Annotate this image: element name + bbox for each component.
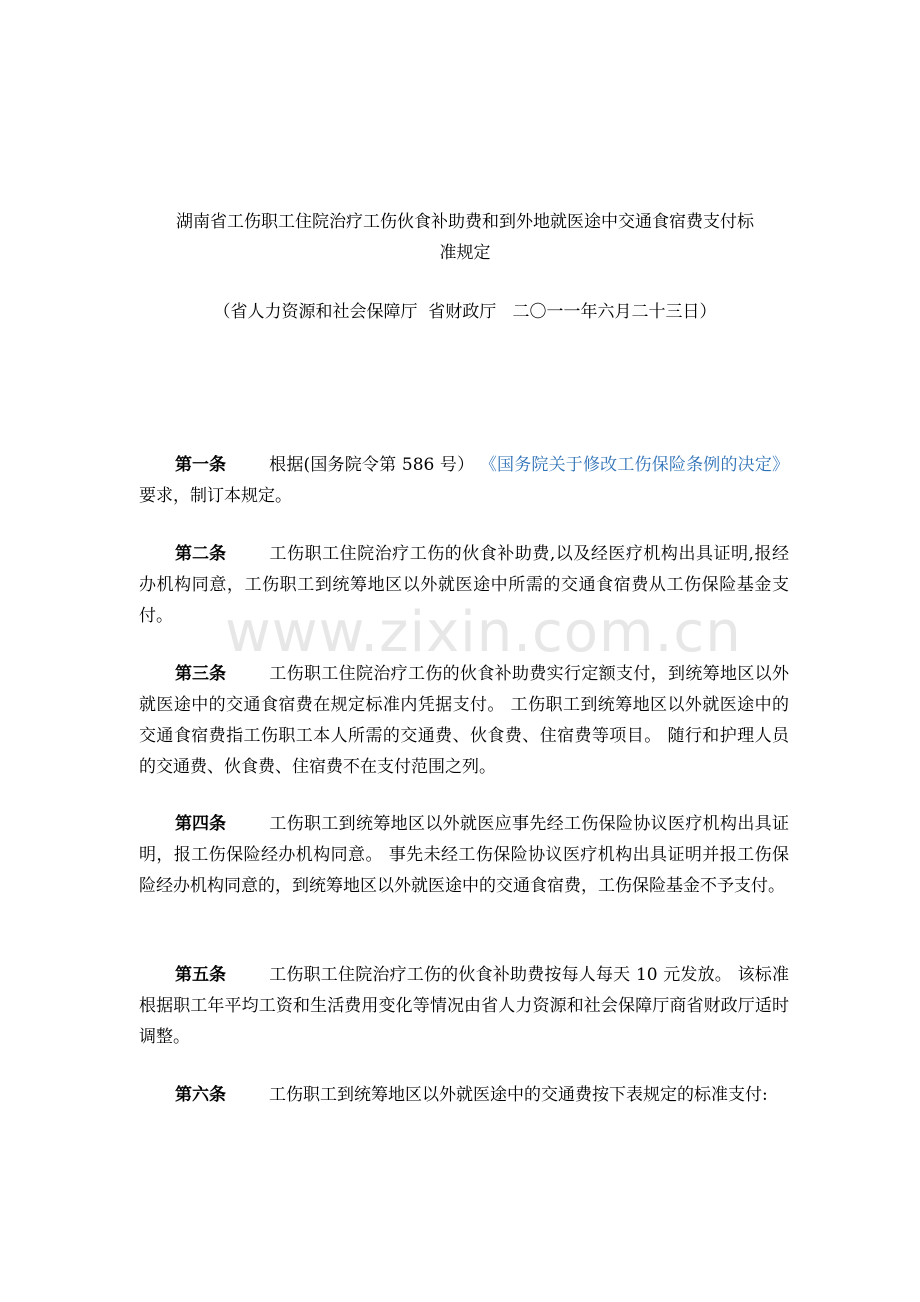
watermark: www.zixin.com.cn bbox=[225, 600, 742, 665]
article-number: 第一条 bbox=[175, 455, 226, 475]
article-text: 工伤职工住院治疗工伤的伙食补助费实行定额支付，到统筹地区以外就医途中的交通食宿费在规定标准内凭据支付。 工伤职工到统筹地区以外就医途中的交通食宿费指工伤职工本人所需的交通费、伙食费、住宿费等项目。 随行和护理人员的交通费、伙食费、住宿费不在支付范围之列。 bbox=[139, 664, 789, 777]
document-title bbox=[140, 207, 790, 269]
article-number: 第五条 bbox=[175, 965, 226, 985]
article-text: 工伤职工到统筹地区以外就医应事先经工伤保险协议医疗机构出具证明，报工伤保险经办机构同意。 事先未经工伤保险协议医疗机构出具证明并报工伤保险经办机构同意的，到统筹地区以外就医途中的交通食宿费，工伤保险基金不予支付。 bbox=[139, 814, 789, 896]
title-line-1: 湖南省工伤职工住院治疗工伤伙食补助费和到外地就医途中交通食宿费支付标 bbox=[176, 212, 754, 232]
document-subtitle: （省人力资源和社会保障厅 省财政厅 二〇一一年六月二十三日） bbox=[213, 302, 717, 322]
article-text: 工伤职工到统筹地区以外就医途中的交通费按下表规定的标准支付: bbox=[269, 1085, 768, 1105]
article-text: 要求，制订本规定。 bbox=[139, 486, 292, 506]
article-text: 工伤职工住院治疗工伤的伙食补助费按每人每天 10 元发放。 该标准根据职工年平均工资和生活费用变化等情况由省人力资源和社会保障厅商省财政厅适时调整。 bbox=[139, 965, 789, 1047]
regulation-link[interactable]: 《国务院关于修改工伤保险条例的决定》 bbox=[479, 455, 790, 475]
article-1 bbox=[139, 450, 789, 512]
article-text: 根据(国务院令第 586 号） bbox=[269, 455, 480, 475]
article-5 bbox=[139, 960, 789, 1053]
article-text: 工伤职工住院治疗工伤的伙食补助费,以及经医疗机构出具证明,报经办机构同意，工伤职工到统筹地区以外就医途中所需的交通食宿费从工伤保险基金支付。 bbox=[139, 544, 789, 626]
article-6 bbox=[139, 1080, 789, 1111]
title-line-2: 准规定 bbox=[439, 243, 491, 263]
article-number: 第六条 bbox=[175, 1085, 226, 1105]
article-4 bbox=[139, 809, 789, 902]
article-3 bbox=[139, 659, 789, 783]
article-number: 第三条 bbox=[175, 664, 226, 684]
article-2 bbox=[139, 539, 789, 632]
article-number: 第四条 bbox=[175, 814, 226, 834]
article-number: 第二条 bbox=[175, 544, 226, 564]
